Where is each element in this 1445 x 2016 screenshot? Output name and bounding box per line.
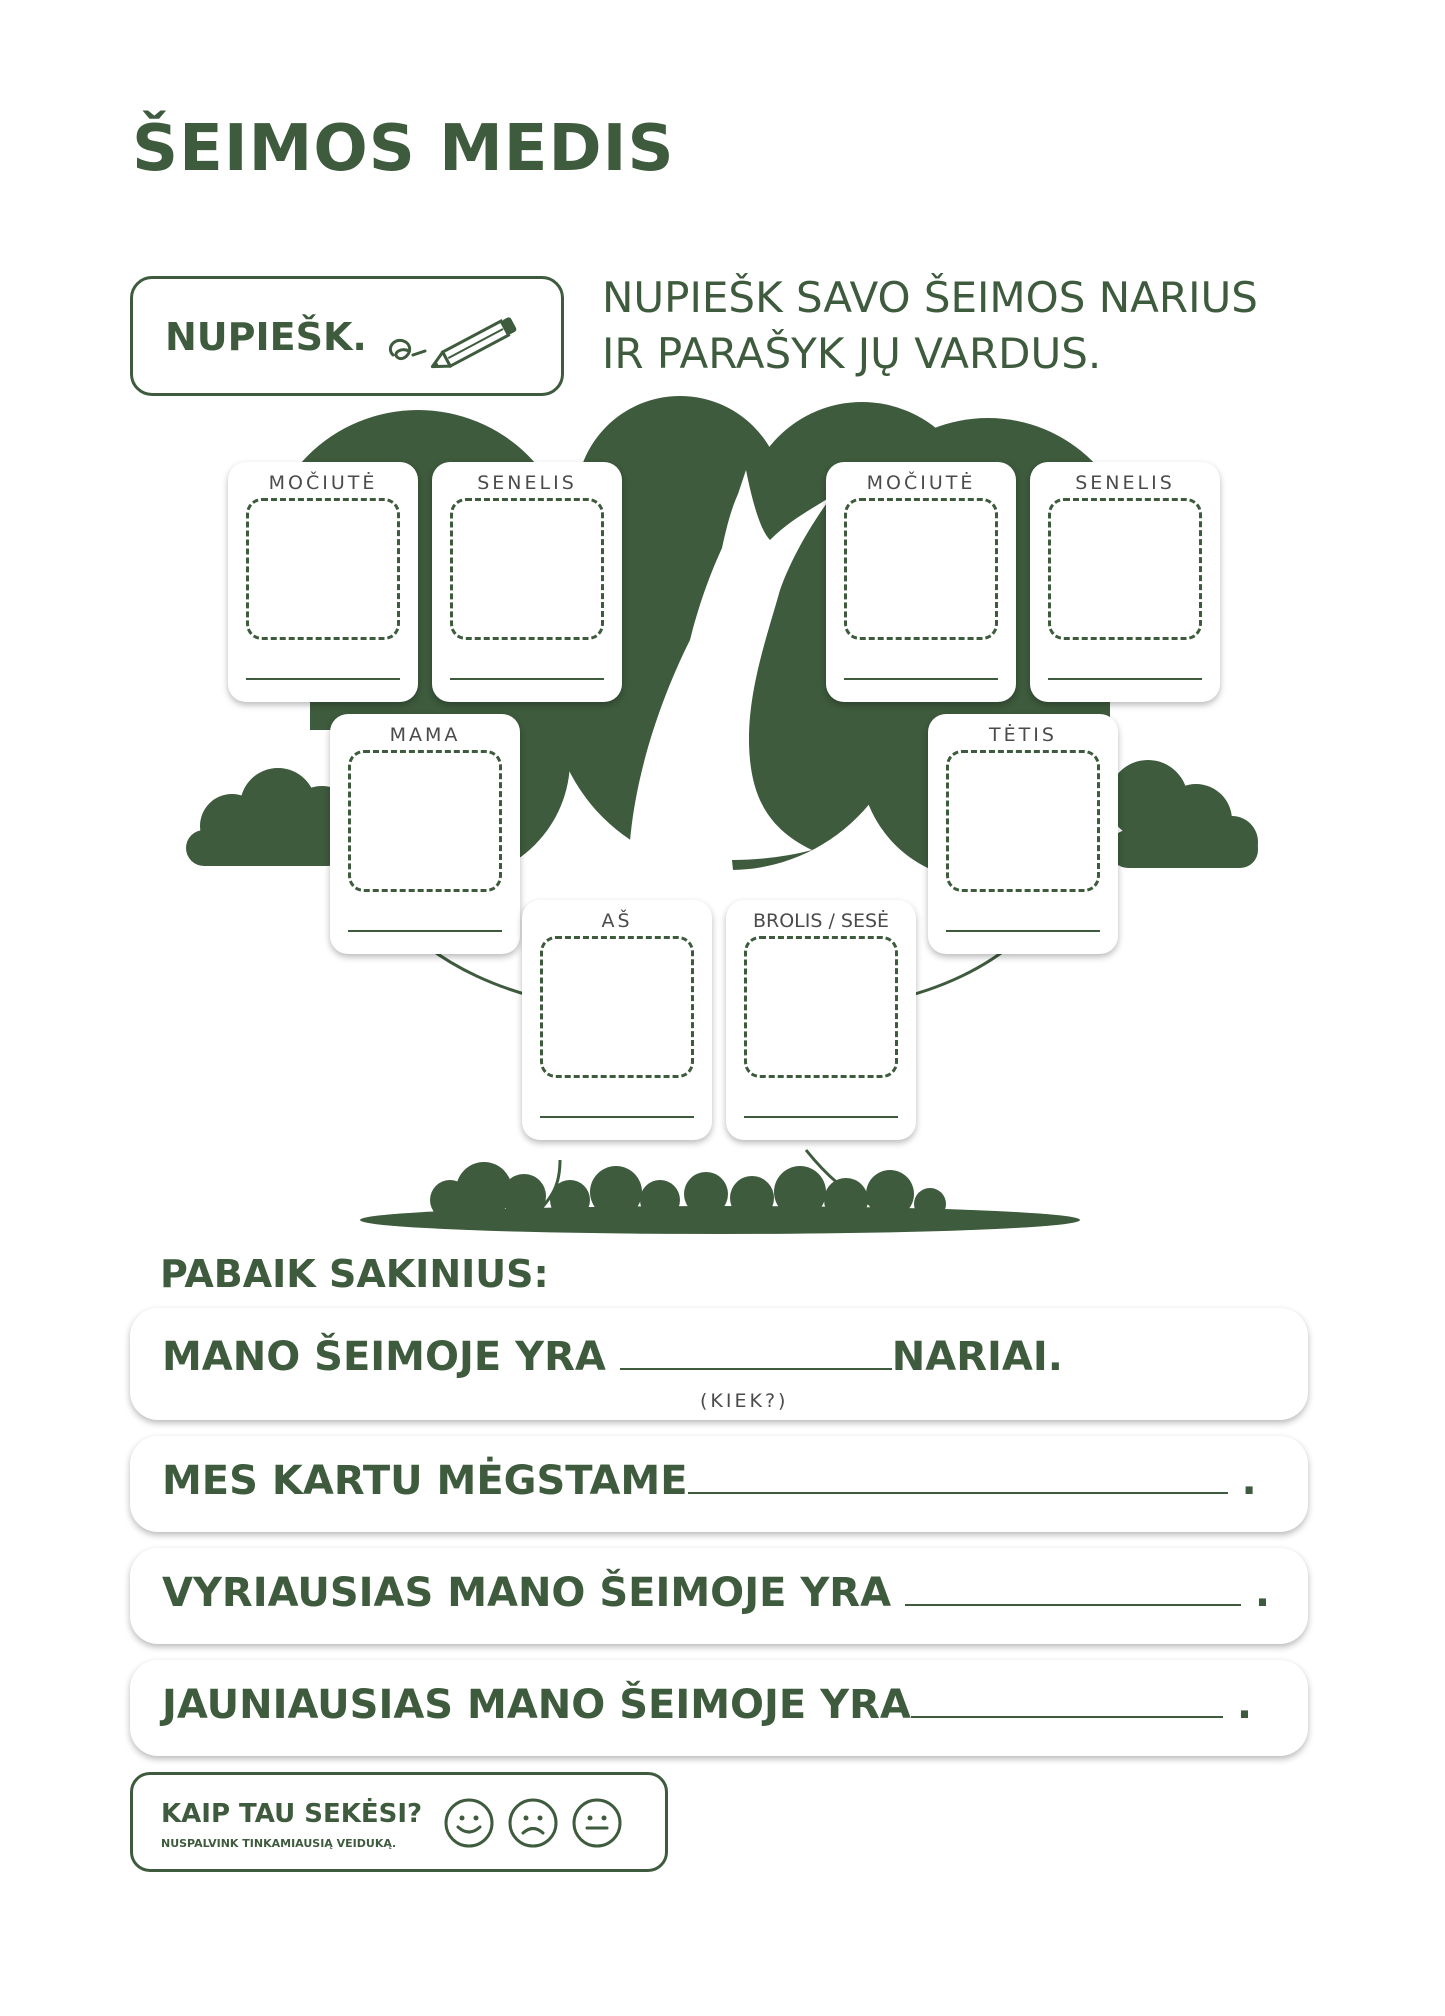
blank-activities[interactable]: [688, 1458, 1228, 1494]
drawing-area[interactable]: [246, 498, 400, 640]
sentence-box-2: [130, 1436, 1308, 1532]
card-label: SENELIS: [477, 472, 577, 494]
drawing-area[interactable]: [744, 936, 898, 1078]
drawing-area[interactable]: [540, 936, 694, 1078]
feedback-subtitle: NUSPALVINK TINKAMIAUSIĄ VEIDUKĄ.: [161, 1837, 397, 1850]
sentence-3: [162, 1570, 1270, 1616]
card-mociute-left[interactable]: [228, 462, 418, 702]
card-mama[interactable]: [330, 714, 520, 954]
sentence-2: [162, 1458, 1257, 1504]
card-as[interactable]: [522, 900, 712, 1140]
draw-label: NUPIEŠK.: [165, 315, 367, 359]
card-label: MOČIUTĖ: [268, 472, 378, 494]
blank-hint: (KIEK?): [700, 1390, 789, 1412]
drawing-area[interactable]: [946, 750, 1100, 892]
card-label: MOČIUTĖ: [866, 472, 976, 494]
name-line[interactable]: [744, 1116, 898, 1118]
sentence-4: [162, 1682, 1252, 1728]
name-line[interactable]: [844, 678, 998, 680]
drawing-area[interactable]: [348, 750, 502, 892]
card-label: SENELIS: [1075, 472, 1175, 494]
card-mociute-right[interactable]: [826, 462, 1016, 702]
name-line[interactable]: [246, 678, 400, 680]
card-senelis-right[interactable]: [1030, 462, 1220, 702]
blank-youngest[interactable]: [911, 1682, 1223, 1718]
page-title: ŠEIMOS MEDIS: [132, 112, 675, 186]
instruction-line-1: NUPIEŠK SAVO ŠEIMOS NARIUS: [602, 273, 1258, 322]
card-label: AŠ: [601, 910, 633, 932]
sentence-2-start: MES KARTU MĖGSTAME: [162, 1458, 688, 1504]
sentences-heading: PABAIK SAKINIUS:: [160, 1252, 549, 1296]
drawing-area[interactable]: [450, 498, 604, 640]
sad-face-icon[interactable]: [507, 1797, 559, 1849]
neutral-face-icon[interactable]: [571, 1797, 623, 1849]
sentence-box-1: [130, 1308, 1308, 1420]
name-line[interactable]: [946, 930, 1100, 932]
card-label: TĖTIS: [989, 724, 1057, 746]
name-line[interactable]: [450, 678, 604, 680]
instruction-line-2: IR PARAŠYK JŲ VARDUS.: [602, 329, 1102, 378]
drawing-area[interactable]: [844, 498, 998, 640]
sentence-4-end: .: [1236, 1682, 1253, 1728]
blank-oldest[interactable]: [905, 1570, 1241, 1606]
sentence-box-3: [130, 1548, 1308, 1644]
card-label: MAMA: [389, 724, 461, 746]
feedback-title: KAIP TAU SEKĖSI?: [161, 1799, 423, 1829]
drawing-area[interactable]: [1048, 498, 1202, 640]
name-line[interactable]: [1048, 678, 1202, 680]
card-label: BROLIS / SESĖ: [752, 910, 890, 932]
card-senelis-left[interactable]: [432, 462, 622, 702]
sentence-1-start: MANO ŠEIMOJE YRA: [162, 1334, 606, 1380]
happy-face-icon[interactable]: [443, 1797, 495, 1849]
bush-right: [1108, 760, 1258, 868]
feedback-box: [130, 1772, 668, 1872]
name-line[interactable]: [348, 930, 502, 932]
sentence-2-end: .: [1241, 1458, 1257, 1504]
sentence-4-start: JAUNIAUSIAS MANO ŠEIMOJE YRA: [162, 1682, 911, 1728]
sentence-box-4: [130, 1660, 1308, 1756]
blank-count[interactable]: [620, 1334, 892, 1370]
sentence-1-end: NARIAI.: [891, 1334, 1063, 1380]
card-tetis[interactable]: [928, 714, 1118, 954]
sentence-3-end: .: [1254, 1570, 1271, 1616]
card-brolis-sese[interactable]: [726, 900, 916, 1140]
name-line[interactable]: [540, 1116, 694, 1118]
sentence-1: [162, 1334, 1063, 1380]
sentence-3-start: VYRIAUSIAS MANO ŠEIMOJE YRA: [162, 1570, 892, 1616]
